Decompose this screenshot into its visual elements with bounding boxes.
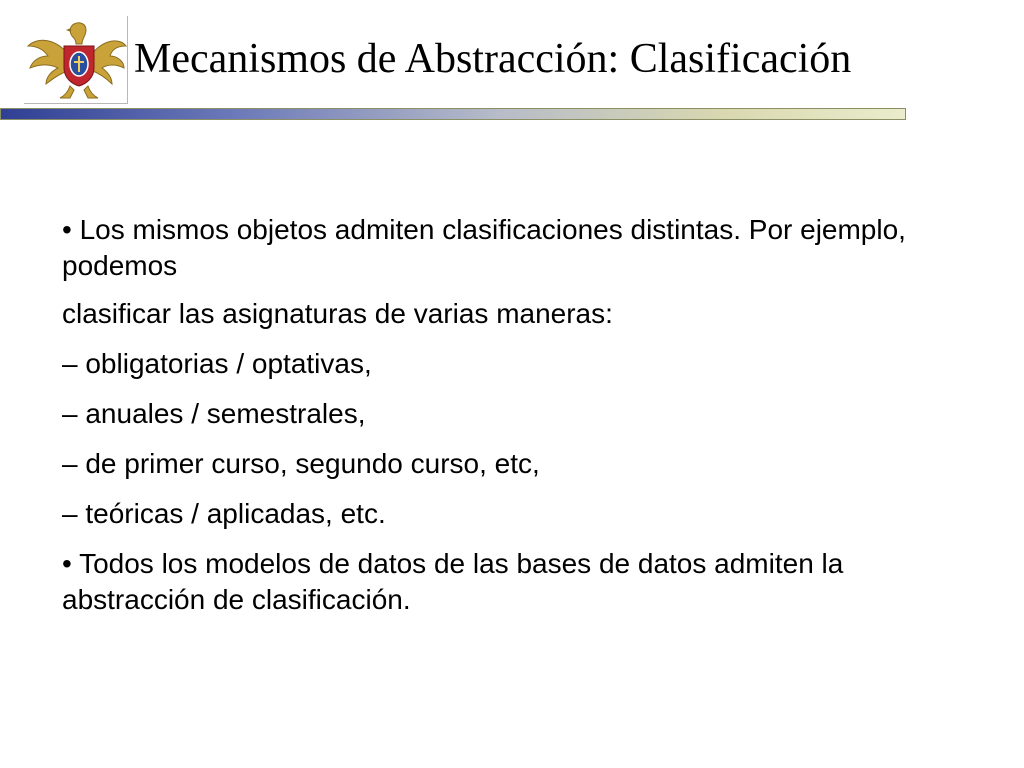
bullet-paragraph: • Los mismos objetos admiten clasificaciones distintas. Por ejemplo, podemos: [62, 214, 906, 281]
bullet-paragraph: • Todos los modelos de datos de las bases de datos admiten la abstracción de clasificación.: [62, 548, 844, 615]
dash-item: – anuales / semestrales,: [62, 398, 366, 429]
body-text: clasificar las asignaturas de varias maneras:: [62, 298, 613, 329]
dash-item: – teóricas / aplicadas, etc.: [62, 498, 386, 529]
title-divider-bar: [0, 108, 906, 120]
dash-item: – obligatorias / optativas,: [62, 348, 372, 379]
logo: [24, 16, 128, 104]
university-eagle-crest-icon: [24, 16, 128, 104]
dash-item: – de primer curso, segundo curso, etc,: [62, 448, 540, 479]
slide-title: Mecanismos de Abstracción: Clasificación: [134, 36, 852, 82]
slide-body: [62, 212, 967, 632]
